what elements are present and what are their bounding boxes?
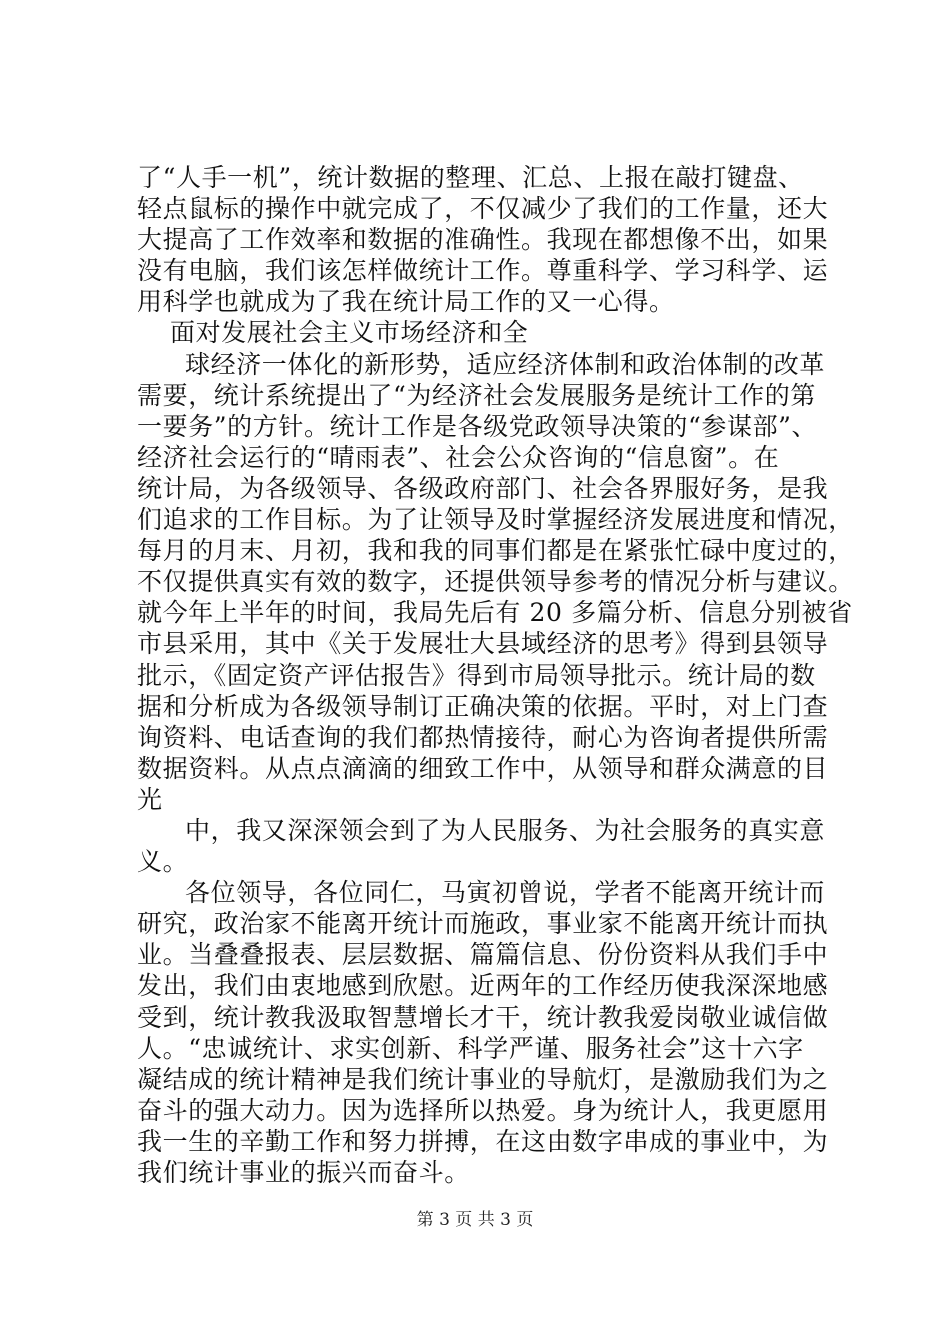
body-line: 统计局，为各级领导、各级政府部门、社会各界服好务，是我 — [137, 474, 829, 503]
body-line: 义。 — [137, 847, 189, 876]
body-line: 面对发展社会主义市场经济和全 — [170, 318, 529, 347]
body-line: 球经济一体化的新形势，适应经济体制和政治体制的改革 — [185, 350, 826, 379]
body-line: 询资料、电话查询的我们都热情接待，耐心为咨询者提供所需 — [137, 723, 829, 752]
body-line: 据和分析成为各级领导制订正确决策的依据。平时，对上门查 — [137, 692, 829, 721]
body-line: 市县采用，其中《关于发展壮大县域经济的思考》得到县领导 — [137, 629, 829, 658]
body-line: 就今年上半年的时间，我局先后有 20 多篇分析、信息分别被省 — [137, 598, 853, 627]
body-line: 光 — [137, 785, 163, 814]
body-line: 一要务”的方针。统计工作是各级党政领导决策的“参谋部”、 — [137, 412, 818, 441]
body-line: 们追求的工作目标。为了让领导及时掌握经济发展进度和情况， — [137, 505, 854, 534]
body-line: 数据资料。从点点滴滴的细致工作中，从领导和群众满意的目 — [137, 754, 829, 783]
body-line: 发出，我们由衷地感到欣慰。近两年的工作经历使我深深地感 — [137, 971, 829, 1000]
body-line: 业。当叠叠报表、层层数据、篇篇信息、份份资料从我们手中 — [137, 940, 829, 969]
body-line: 人。“忠诚统计、求实创新、科学严谨、服务社会”这十六字 — [137, 1034, 804, 1063]
body-line: 凝结成的统计精神是我们统计事业的导航灯，是激励我们为之 — [137, 1065, 829, 1094]
body-line: 我一生的辛勤工作和努力拼搏，在这由数字串成的事业中，为 — [137, 1127, 829, 1156]
body-line: 轻点鼠标的操作中就完成了，不仅减少了我们的工作量，还大 — [137, 194, 829, 223]
body-line: 了“人手一机”，统计数据的整理、汇总、上报在敲打键盘、 — [137, 163, 804, 192]
body-line: 没有电脑，我们该怎样做统计工作。尊重科学、学习科学、运 — [137, 256, 829, 285]
page-footer: 第 3 页 共 3 页 — [416, 1210, 534, 1230]
body-line: 用科学也就成为了我在统计局工作的又一心得。 — [137, 287, 675, 316]
body-line: 需要，统计系统提出了“为经济社会发展服务是统计工作的第 — [137, 381, 816, 410]
body-line: 中，我又深深领会到了为人民服务、为社会服务的真实意 — [185, 816, 826, 845]
body-line: 批示，《固定资产评估报告》得到市局领导批示。统计局的数 — [137, 661, 816, 690]
body-line: 大提高了工作效率和数据的准确性。我现在都想像不出，如果 — [137, 225, 829, 254]
body-line: 不仅提供真实有效的数字，还提供领导参考的情况分析与建议。 — [137, 567, 854, 596]
body-line: 奋斗的强大动力。因为选择所以热爱。身为统计人，我更愿用 — [137, 1096, 829, 1125]
body-line: 研究，政治家不能离开统计而施政，事业家不能离开统计而执 — [137, 909, 829, 938]
body-line: 我们统计事业的振兴而奋斗。 — [137, 1158, 470, 1187]
body-line: 各位领导，各位同仁，马寅初曾说，学者不能离开统计而 — [185, 878, 826, 907]
body-line: 每月的月末、月初，我和我的同事们都是在紧张忙碌中度过的， — [137, 536, 854, 565]
body-line: 受到，统计教我汲取智慧增长才干，统计教我爱岗敬业诚信做 — [137, 1003, 829, 1032]
body-line: 经济社会运行的“晴雨表”、社会公众咨询的“信息窗”。在 — [137, 443, 780, 472]
